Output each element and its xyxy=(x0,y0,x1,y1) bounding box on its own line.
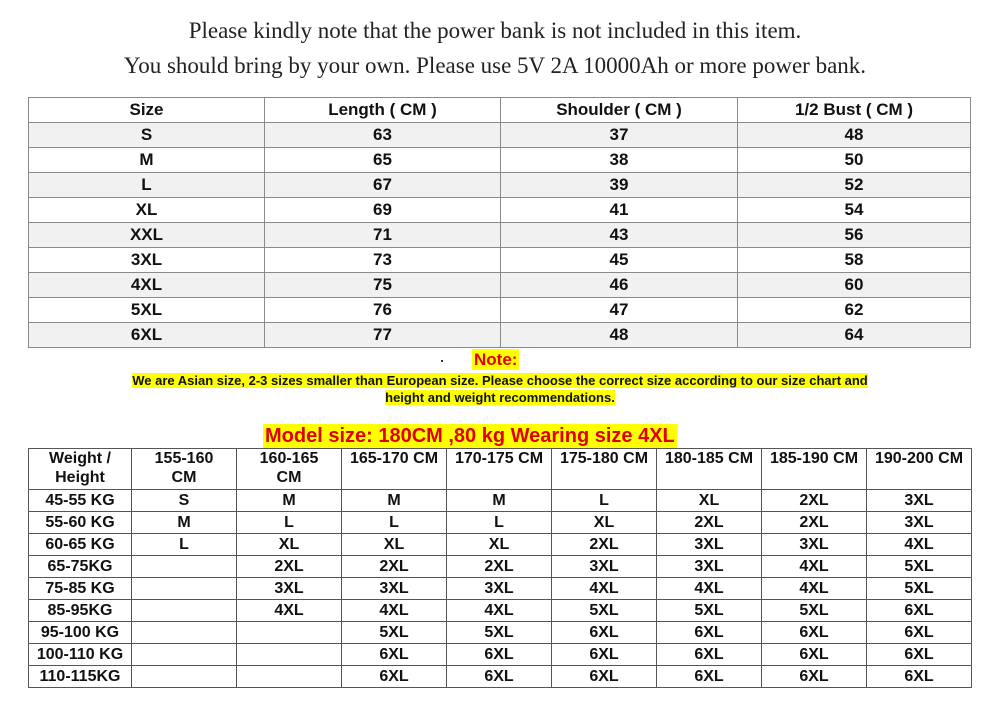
height-range-header xyxy=(552,449,657,490)
asian-size-note-line1: We are Asian size, 2-3 sizes smaller than European size. Please choose the correct size according to our size chart and xyxy=(132,373,868,388)
recommended-size-cell: XL xyxy=(237,534,342,556)
recommendation-row xyxy=(29,490,972,512)
recommended-size-cell: 6XL xyxy=(657,644,762,666)
recommended-size-cell: S xyxy=(132,490,237,512)
height-range-label: 160-165 xyxy=(259,450,319,467)
recommended-size-cell: 2XL xyxy=(342,556,447,578)
weight-range-cell: 100-110 KG xyxy=(29,644,132,666)
size-chart-cell: 6XL xyxy=(29,323,265,348)
recommendation-row xyxy=(29,534,972,556)
recommended-size-cell: 4XL xyxy=(657,578,762,600)
size-chart-cell: M xyxy=(29,148,265,173)
height-range-label: 165-170 CM xyxy=(349,450,439,467)
size-chart-cell: S xyxy=(29,123,265,148)
recommended-size-cell: 6XL xyxy=(762,666,867,688)
recommendation-row xyxy=(29,578,972,600)
recommended-size-cell xyxy=(237,622,342,644)
power-bank-notice-line1: Please kindly note that the power bank is not included in this item. xyxy=(188,18,802,43)
recommended-size-cell: 3XL xyxy=(342,578,447,600)
power-bank-notice-line2: You should bring by your own. Please use 5V 2A 10000Ah or more power bank. xyxy=(123,53,867,78)
recommended-size-cell: 6XL xyxy=(552,644,657,666)
size-chart-cell: 75 xyxy=(265,273,501,298)
size-chart-cell: 69 xyxy=(265,198,501,223)
height-range-header xyxy=(447,449,552,490)
weight-range-cell: 75-85 KG xyxy=(29,578,132,600)
recommended-size-cell: 4XL xyxy=(867,534,972,556)
height-range-header xyxy=(342,449,447,490)
recommendation-header-row xyxy=(29,449,972,490)
recommended-size-cell: 2XL xyxy=(237,556,342,578)
size-chart-cell: 52 xyxy=(738,173,971,198)
recommendation-row xyxy=(29,666,972,688)
recommended-size-cell: XL xyxy=(552,512,657,534)
recommended-size-cell: XL xyxy=(657,490,762,512)
recommended-size-cell: 3XL xyxy=(867,512,972,534)
size-chart-cell: 77 xyxy=(265,323,501,348)
size-chart-cell: 58 xyxy=(738,248,971,273)
recommended-size-cell: 5XL xyxy=(762,600,867,622)
weight-height-corner-cell xyxy=(29,449,132,490)
height-range-header xyxy=(657,449,762,490)
size-chart-cell: 41 xyxy=(501,198,738,223)
size-chart-row xyxy=(29,123,971,148)
recommended-size-cell xyxy=(132,578,237,600)
size-chart-cell: 56 xyxy=(738,223,971,248)
recommended-size-cell: L xyxy=(132,534,237,556)
size-chart-cell: XL xyxy=(29,198,265,223)
size-chart-cell: 71 xyxy=(265,223,501,248)
size-chart-cell: 67 xyxy=(265,173,501,198)
recommended-size-cell xyxy=(132,556,237,578)
recommended-size-cell: L xyxy=(552,490,657,512)
recommended-size-cell: 6XL xyxy=(552,622,657,644)
size-chart-row xyxy=(29,323,971,348)
corner-label-height: Height xyxy=(55,469,105,486)
recommended-size-cell: 5XL xyxy=(552,600,657,622)
size-chart-header-cell: Size xyxy=(29,98,265,123)
size-chart-cell: 63 xyxy=(265,123,501,148)
size-chart-cell: 50 xyxy=(738,148,971,173)
height-unit-label: CM xyxy=(171,469,197,486)
model-size-banner: Model size: 180CM ,80 kg Wearing size 4XL xyxy=(265,425,675,447)
size-chart-cell: 43 xyxy=(501,223,738,248)
recommendation-row xyxy=(29,512,972,534)
weight-range-cell: 95-100 KG xyxy=(29,622,132,644)
size-chart-cell: 54 xyxy=(738,198,971,223)
height-range-header xyxy=(237,449,342,490)
recommended-size-cell: 5XL xyxy=(342,622,447,644)
height-range-header xyxy=(132,449,237,490)
recommended-size-cell: 5XL xyxy=(447,622,552,644)
size-chart-cell: 5XL xyxy=(29,298,265,323)
size-chart-cell: 60 xyxy=(738,273,971,298)
recommended-size-cell: 6XL xyxy=(657,666,762,688)
recommended-size-cell: 2XL xyxy=(762,512,867,534)
weight-range-cell: 55-60 KG xyxy=(29,512,132,534)
recommended-size-cell: 2XL xyxy=(762,490,867,512)
recommended-size-cell: 6XL xyxy=(867,644,972,666)
recommended-size-cell: L xyxy=(342,512,447,534)
recommended-size-cell: M xyxy=(342,490,447,512)
height-range-label: 185-190 CM xyxy=(769,450,859,467)
asian-size-note xyxy=(38,372,962,406)
recommended-size-cell: 5XL xyxy=(657,600,762,622)
recommended-size-cell xyxy=(132,666,237,688)
recommended-size-cell: 2XL xyxy=(552,534,657,556)
recommended-size-cell xyxy=(132,600,237,622)
recommended-size-cell: 6XL xyxy=(867,622,972,644)
size-chart-cell: 48 xyxy=(501,323,738,348)
size-chart-cell: 38 xyxy=(501,148,738,173)
recommended-size-cell: 5XL xyxy=(867,578,972,600)
size-chart-header-row xyxy=(29,98,971,123)
recommended-size-cell: 6XL xyxy=(867,600,972,622)
recommended-size-cell: 6XL xyxy=(342,644,447,666)
size-chart-row xyxy=(29,223,971,248)
size-chart-cell: XXL xyxy=(29,223,265,248)
recommended-size-cell: 4XL xyxy=(342,600,447,622)
recommended-size-cell: 6XL xyxy=(867,666,972,688)
size-chart-cell: 37 xyxy=(501,123,738,148)
recommendation-row xyxy=(29,644,972,666)
height-range-label: 170-175 CM xyxy=(454,450,544,467)
recommended-size-cell: 5XL xyxy=(867,556,972,578)
asian-size-note-line2: height and weight recommendations. xyxy=(385,390,615,405)
size-chart-row xyxy=(29,273,971,298)
recommended-size-cell: 3XL xyxy=(657,556,762,578)
recommended-size-cell xyxy=(237,644,342,666)
height-range-header xyxy=(867,449,972,490)
height-range-header xyxy=(762,449,867,490)
weight-range-cell: 110-115KG xyxy=(29,666,132,688)
recommended-size-cell: 3XL xyxy=(657,534,762,556)
size-chart-cell: 73 xyxy=(265,248,501,273)
recommended-size-cell: M xyxy=(447,490,552,512)
recommended-size-cell: M xyxy=(132,512,237,534)
recommended-size-cell: 6XL xyxy=(447,644,552,666)
recommended-size-cell xyxy=(237,666,342,688)
height-range-label: 180-185 CM xyxy=(664,450,754,467)
recommended-size-cell xyxy=(132,622,237,644)
weight-range-cell: 85-95KG xyxy=(29,600,132,622)
recommended-size-cell: 2XL xyxy=(657,512,762,534)
size-chart-cell: 46 xyxy=(501,273,738,298)
weight-range-cell: 60-65 KG xyxy=(29,534,132,556)
stray-dot xyxy=(441,360,443,362)
recommendation-row xyxy=(29,600,972,622)
size-chart-row xyxy=(29,298,971,323)
size-chart-table xyxy=(28,97,971,348)
size-chart-header-cell: Shoulder ( CM ) xyxy=(501,98,738,123)
recommended-size-cell: L xyxy=(447,512,552,534)
size-chart-cell: 62 xyxy=(738,298,971,323)
height-unit-label: CM xyxy=(276,469,302,486)
corner-label-weight: Weight / xyxy=(49,450,111,467)
recommended-size-cell: 4XL xyxy=(447,600,552,622)
height-range-label: 155-160 xyxy=(154,450,214,467)
recommended-size-cell: 6XL xyxy=(447,666,552,688)
size-chart-cell: 45 xyxy=(501,248,738,273)
size-recommendation-table xyxy=(28,448,972,688)
recommended-size-cell: 4XL xyxy=(762,578,867,600)
size-chart-cell: 48 xyxy=(738,123,971,148)
recommended-size-cell: 6XL xyxy=(657,622,762,644)
size-chart-header-cell: Length ( CM ) xyxy=(265,98,501,123)
size-chart-cell: 39 xyxy=(501,173,738,198)
recommended-size-cell: L xyxy=(237,512,342,534)
recommended-size-cell: 4XL xyxy=(237,600,342,622)
size-chart-row xyxy=(29,173,971,198)
size-chart-cell: 47 xyxy=(501,298,738,323)
recommended-size-cell: 3XL xyxy=(447,578,552,600)
size-chart-cell: 4XL xyxy=(29,273,265,298)
size-chart-header-cell: 1/2 Bust ( CM ) xyxy=(738,98,971,123)
size-chart-row xyxy=(29,148,971,173)
recommended-size-cell: XL xyxy=(342,534,447,556)
height-range-label: 175-180 CM xyxy=(559,450,649,467)
recommended-size-cell: 3XL xyxy=(552,556,657,578)
recommended-size-cell: 6XL xyxy=(342,666,447,688)
recommended-size-cell: 3XL xyxy=(867,490,972,512)
size-chart-cell: 76 xyxy=(265,298,501,323)
recommended-size-cell: 3XL xyxy=(237,578,342,600)
recommended-size-cell: M xyxy=(237,490,342,512)
weight-range-cell: 65-75KG xyxy=(29,556,132,578)
recommended-size-cell: 4XL xyxy=(762,556,867,578)
recommendation-row xyxy=(29,622,972,644)
recommended-size-cell xyxy=(132,644,237,666)
recommended-size-cell: 2XL xyxy=(447,556,552,578)
recommended-size-cell: 6XL xyxy=(762,644,867,666)
size-chart-cell: 65 xyxy=(265,148,501,173)
recommended-size-cell: 6XL xyxy=(552,666,657,688)
size-chart-cell: L xyxy=(29,173,265,198)
weight-range-cell: 45-55 KG xyxy=(29,490,132,512)
recommended-size-cell: XL xyxy=(447,534,552,556)
height-range-label: 190-200 CM xyxy=(874,450,964,467)
note-title: Note: xyxy=(474,350,518,369)
size-chart-cell: 3XL xyxy=(29,248,265,273)
recommended-size-cell: 4XL xyxy=(552,578,657,600)
recommended-size-cell: 3XL xyxy=(762,534,867,556)
recommendation-row xyxy=(29,556,972,578)
recommended-size-cell: 6XL xyxy=(762,622,867,644)
size-chart-cell: 64 xyxy=(738,323,971,348)
size-chart-row xyxy=(29,198,971,223)
size-chart-row xyxy=(29,248,971,273)
